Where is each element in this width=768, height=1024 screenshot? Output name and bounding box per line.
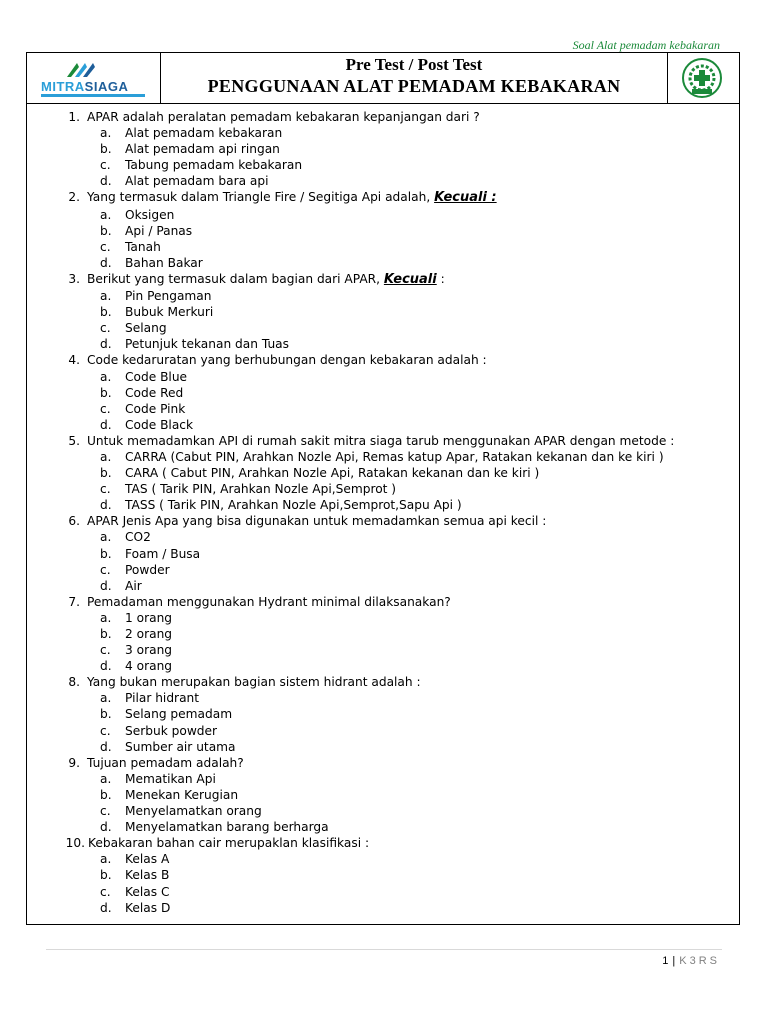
option-letter: d. (100, 174, 112, 189)
option-text: 2 orang (125, 627, 173, 641)
emblem-cell (667, 53, 739, 103)
option-text: Code Blue (125, 369, 188, 384)
option-letter: b. (100, 868, 112, 883)
header-table (27, 53, 739, 104)
answer-option (55, 288, 674, 304)
question-5 (55, 433, 674, 449)
option-letter: c. (100, 804, 111, 819)
question-number: 1. (68, 110, 80, 124)
answer-option (55, 481, 674, 497)
option-text: Tabung pemadam kebakaran (125, 158, 303, 173)
document-frame (26, 52, 740, 925)
running-head: Soal Alat pemadam kebakaran (572, 38, 720, 52)
option-text: Selang (125, 321, 167, 336)
question-text: Untuk memadamkan API di rumah sakit mitra siaga tarub menggunakan APAR dengan metode : (87, 433, 675, 448)
answer-option (55, 787, 674, 803)
answer-option (55, 125, 674, 141)
option-text: 1 orang (125, 610, 173, 625)
option-text: Kelas A (125, 852, 170, 867)
answer-option (55, 239, 674, 255)
test-title: Pre Test / Post Test (345, 55, 483, 74)
answer-option (55, 658, 674, 674)
question-10 (55, 835, 674, 851)
logo-text (41, 79, 128, 94)
answer-option (55, 690, 674, 706)
option-letter: c. (100, 158, 111, 173)
answer-option (55, 223, 674, 239)
question-3 (55, 271, 674, 288)
option-text: Selang pemadam (125, 707, 233, 722)
question-exception-label: Kecuali (383, 271, 437, 287)
answer-option (55, 369, 674, 385)
option-text: Alat pemadam bara api (125, 174, 269, 189)
option-text: TAS ( Tarik PIN, Arahkan Nozle Api,Semprot ) (125, 482, 397, 497)
option-letter: b. (100, 385, 112, 400)
option-text: Oksigen (125, 207, 175, 222)
answer-option (55, 803, 674, 819)
option-text: CARRA (Cabut PIN, Arahkan Nozle Api, Remas katup Apar, Ratakan kekanan dan ke kiri ) (125, 449, 664, 464)
answer-option (55, 867, 674, 883)
option-letter: a. (100, 610, 112, 625)
option-letter: d. (100, 739, 112, 754)
answer-option (55, 385, 674, 401)
answer-option (55, 529, 674, 545)
option-text: Kelas B (125, 868, 170, 883)
answer-option (55, 497, 674, 513)
option-letter: b. (100, 142, 112, 157)
question-7 (55, 594, 674, 610)
option-text: Air (125, 578, 142, 593)
answer-option (55, 578, 674, 594)
question-exception-label: Kecuali : (434, 190, 497, 206)
option-letter: a. (100, 852, 112, 867)
option-text: Alat pemadam api ringan (125, 142, 280, 157)
option-letter: d. (100, 659, 112, 674)
answer-option (55, 207, 674, 223)
answer-option (55, 417, 674, 433)
option-letter: d. (100, 417, 112, 432)
option-text: Code Black (125, 417, 194, 432)
option-letter: b. (100, 305, 112, 320)
option-letter: a. (100, 207, 112, 222)
option-text: Petunjuk tekanan dan Tuas (125, 337, 289, 352)
answer-option (55, 851, 674, 867)
mitra-siaga-logo (41, 59, 151, 99)
option-text: 4 orang (125, 659, 173, 674)
option-letter: a. (100, 449, 112, 464)
footer-divider (46, 949, 722, 950)
option-letter: d. (100, 900, 112, 915)
option-letter: d. (100, 820, 112, 835)
answer-option (55, 465, 674, 481)
option-text: Bahan Bakar (125, 255, 203, 270)
document-title: PENGGUNAAN ALAT PEMADAM KEBAKARAN (207, 76, 621, 96)
question-1 (55, 109, 674, 125)
answer-option (55, 336, 674, 352)
answer-option (55, 141, 674, 157)
option-text: Menyelamatkan barang berharga (125, 820, 329, 835)
question-number: 9. (68, 755, 80, 770)
option-letter: b. (100, 546, 112, 561)
option-text: Foam / Busa (125, 546, 201, 561)
question-number: 7. (68, 594, 80, 609)
answer-option (55, 401, 674, 417)
option-letter: d. (100, 255, 112, 270)
question-text: Yang bukan merupakan bagian sistem hidrant adalah : (87, 675, 421, 690)
answer-option (55, 304, 674, 320)
question-list (55, 109, 674, 916)
option-letter: c. (100, 321, 111, 336)
question-number: 4. (68, 353, 80, 368)
option-letter: b. (100, 707, 112, 722)
option-letter: c. (100, 482, 111, 497)
question-text: Kebakaran bahan cair merupaklan klasifikasi : (88, 836, 370, 851)
option-letter: b. (100, 223, 112, 238)
page-footer (662, 955, 720, 967)
answer-option (55, 819, 674, 835)
footer-separator: | (672, 955, 676, 967)
question-text: Yang termasuk dalam Triangle Fire / Segitiga Api adalah, (87, 190, 431, 205)
option-letter: b. (100, 466, 112, 481)
answer-option (55, 610, 674, 626)
option-letter: c. (100, 884, 111, 899)
question-number: 8. (68, 675, 80, 690)
k3-emblem-icon (682, 58, 722, 98)
question-number: 6. (68, 514, 80, 529)
page-number: 1 (662, 955, 669, 967)
option-text: CO2 (125, 530, 151, 545)
option-text: Menyelamatkan orang (125, 804, 262, 819)
question-9 (55, 755, 674, 771)
option-text: TASS ( Tarik PIN, Arahkan Nozle Api,Semprot,Sapu Api ) (125, 498, 462, 513)
answer-option (55, 771, 674, 787)
footer-label: K3RS (679, 955, 720, 967)
answer-option (55, 449, 674, 465)
question-text: Pemadaman menggunakan Hydrant minimal dilaksanakan? (87, 594, 451, 609)
option-text: Bubuk Merkuri (125, 305, 214, 320)
option-letter: c. (100, 723, 111, 738)
logo-mark-icon (63, 59, 103, 81)
answer-option (55, 157, 674, 173)
option-letter: d. (100, 498, 112, 513)
option-letter: a. (100, 369, 112, 384)
question-4 (55, 352, 674, 368)
option-text: Mematikan Api (125, 771, 216, 786)
question-suffix: : (436, 271, 445, 286)
option-letter: a. (100, 126, 112, 141)
answer-option (55, 173, 674, 189)
option-letter: c. (100, 643, 111, 658)
logo-text-part2: SIAGA (84, 79, 129, 94)
answer-option (55, 320, 674, 336)
option-text: Alat pemadam kebakaran (125, 126, 283, 141)
option-letter: d. (100, 578, 112, 593)
option-text: Pin Pengaman (125, 289, 212, 304)
question-text: APAR adalah peralatan pemadam kebakaran kepanjangan dari ? (87, 110, 480, 124)
question-6 (55, 513, 674, 529)
answer-option (55, 562, 674, 578)
option-letter: b. (100, 787, 112, 802)
option-text: Serbuk powder (125, 723, 218, 738)
logo-cell (27, 53, 161, 103)
option-letter: a. (100, 289, 112, 304)
option-text: Code Pink (125, 401, 186, 416)
question-number: 5. (68, 433, 80, 448)
question-number: 10. (65, 836, 85, 851)
question-8 (55, 674, 674, 690)
answer-option (55, 255, 674, 271)
option-text: Powder (125, 562, 170, 577)
question-number: 2. (68, 190, 80, 205)
answer-option (55, 739, 674, 755)
option-text: CARA ( Cabut PIN, Arahkan Nozle Api, Ratakan kekanan dan ke kiri ) (125, 466, 540, 481)
answer-option (55, 642, 674, 658)
option-letter: c. (100, 401, 111, 416)
question-number: 3. (68, 271, 80, 286)
question-text: Code kedaruratan yang berhubungan dengan kebakaran adalah : (87, 353, 487, 368)
answer-option (55, 626, 674, 642)
option-text: Sumber air utama (125, 739, 236, 754)
option-letter: b. (100, 627, 112, 641)
question-2 (55, 189, 674, 206)
option-letter: d. (100, 337, 112, 352)
option-text: Pilar hidrant (125, 691, 200, 706)
answer-option (55, 723, 674, 739)
title-cell (161, 53, 667, 103)
answer-option (55, 706, 674, 722)
option-text: 3 orang (125, 643, 173, 658)
option-text: Tanah (125, 239, 161, 254)
question-text: APAR Jenis Apa yang bisa digunakan untuk memadamkan semua api kecil : (87, 514, 547, 529)
option-letter: a. (100, 691, 112, 706)
question-text: Tujuan pemadam adalah? (87, 755, 244, 770)
option-text: Code Red (125, 385, 184, 400)
logo-text-part1: MITRA (41, 79, 85, 94)
question-text: Berikut yang termasuk dalam bagian dari APAR, (87, 271, 381, 286)
option-text: Api / Panas (125, 223, 193, 238)
option-letter: c. (100, 562, 111, 577)
option-text: Menekan Kerugian (125, 787, 239, 802)
option-text: Kelas C (125, 884, 170, 899)
answer-option (55, 900, 674, 916)
answer-option (55, 884, 674, 900)
option-letter: a. (100, 530, 112, 545)
logo-underline (41, 94, 145, 97)
answer-option (55, 546, 674, 562)
option-letter: c. (100, 239, 111, 254)
option-text: Kelas D (125, 900, 171, 915)
option-letter: a. (100, 771, 112, 786)
